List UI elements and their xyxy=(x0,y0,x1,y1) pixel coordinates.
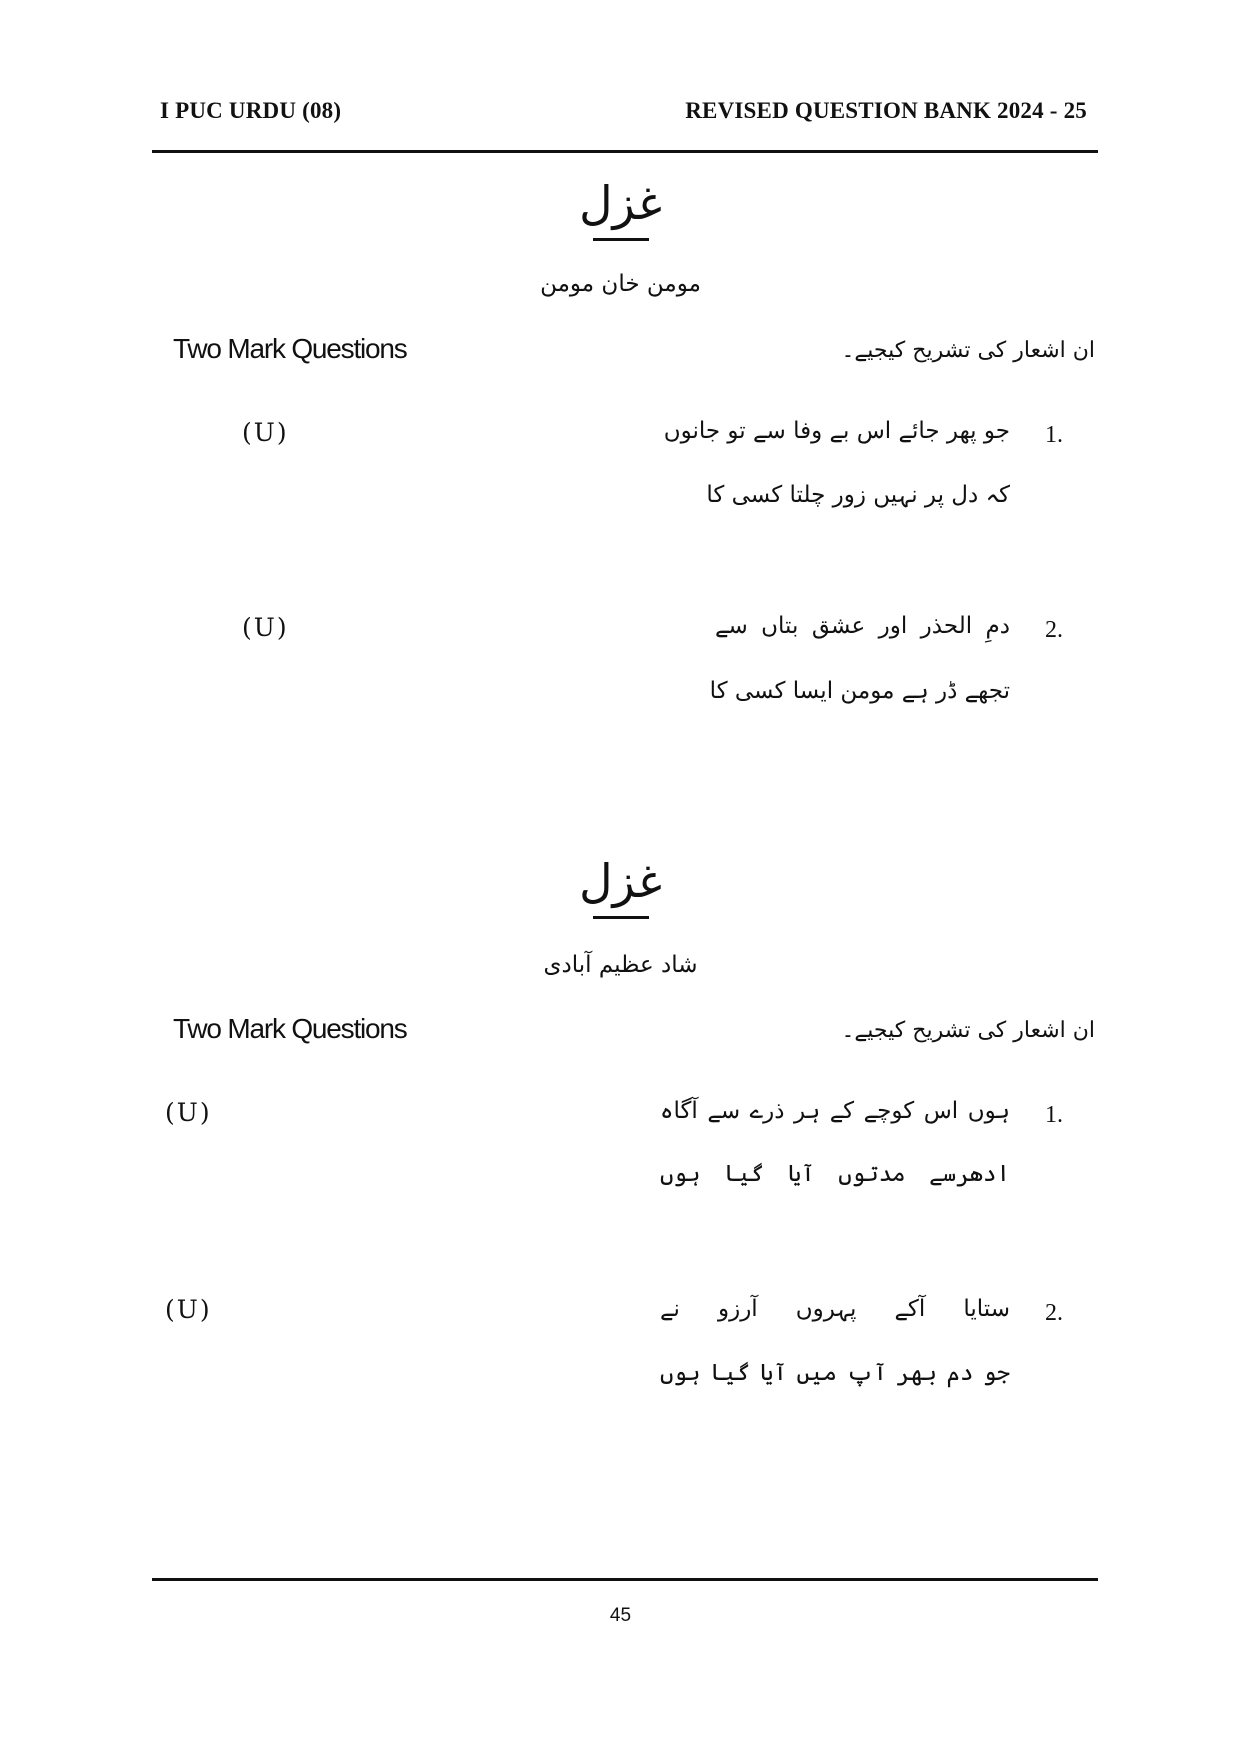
verse-line-2: ادھرسے مدتوں آیا گیا ہوں xyxy=(660,1161,1010,1187)
header-bank-title: REVISED QUESTION BANK 2024 - 25 xyxy=(685,98,1087,123)
question-mark: (U) xyxy=(242,613,289,642)
question-number: 2. xyxy=(1045,617,1063,643)
question-type-label: Two Mark Questions xyxy=(173,1013,407,1044)
footer-rule xyxy=(152,1578,1098,1581)
question-mark: (U) xyxy=(165,1098,212,1127)
header-subject: I PUC URDU (08) xyxy=(160,98,342,123)
verse-line-2: تجھے ڈر ہے مومن ایسا کسی کا xyxy=(709,678,1010,704)
page-number: 45 xyxy=(609,1605,632,1626)
verse-line-1: ستایا آکے پہروں آرزو نے xyxy=(660,1296,1010,1322)
section-author: مومن خان مومن xyxy=(540,271,701,297)
verse-line-2: کہ دل پر نہیں زور چلتا کسی کا xyxy=(706,482,1010,508)
title-underline xyxy=(593,916,649,919)
question-mark: (U) xyxy=(165,1295,212,1324)
title-underline xyxy=(593,238,649,241)
instruction-text: ان اشعار کی تشریح کیجیے۔ xyxy=(841,1018,1095,1043)
verse-line-2: جو دم بھر آپ میں آیا گیا ہوں xyxy=(660,1360,1010,1386)
question-mark: (U) xyxy=(242,418,289,447)
section-title: غزل xyxy=(579,176,662,230)
section-title: غزل xyxy=(579,854,662,908)
question-type-label: Two Mark Questions xyxy=(173,333,407,364)
verse-line-1: ہوں اس کوچے کے ہر ذرے سے آگاہ xyxy=(660,1098,1010,1124)
section-author: شاد عظیم آبادی xyxy=(543,952,698,978)
verse-line-1: جو پھر جائے اس بے وفا سے تو جانوں xyxy=(663,418,1010,444)
question-number: 1. xyxy=(1045,422,1063,448)
instruction-text: ان اشعار کی تشریح کیجیے۔ xyxy=(841,338,1095,363)
verse-line-1: دمِ الحذر اور عشق بتاں سے xyxy=(715,613,1010,639)
question-number: 1. xyxy=(1045,1102,1063,1128)
header-rule xyxy=(152,150,1098,153)
question-number: 2. xyxy=(1045,1300,1063,1326)
